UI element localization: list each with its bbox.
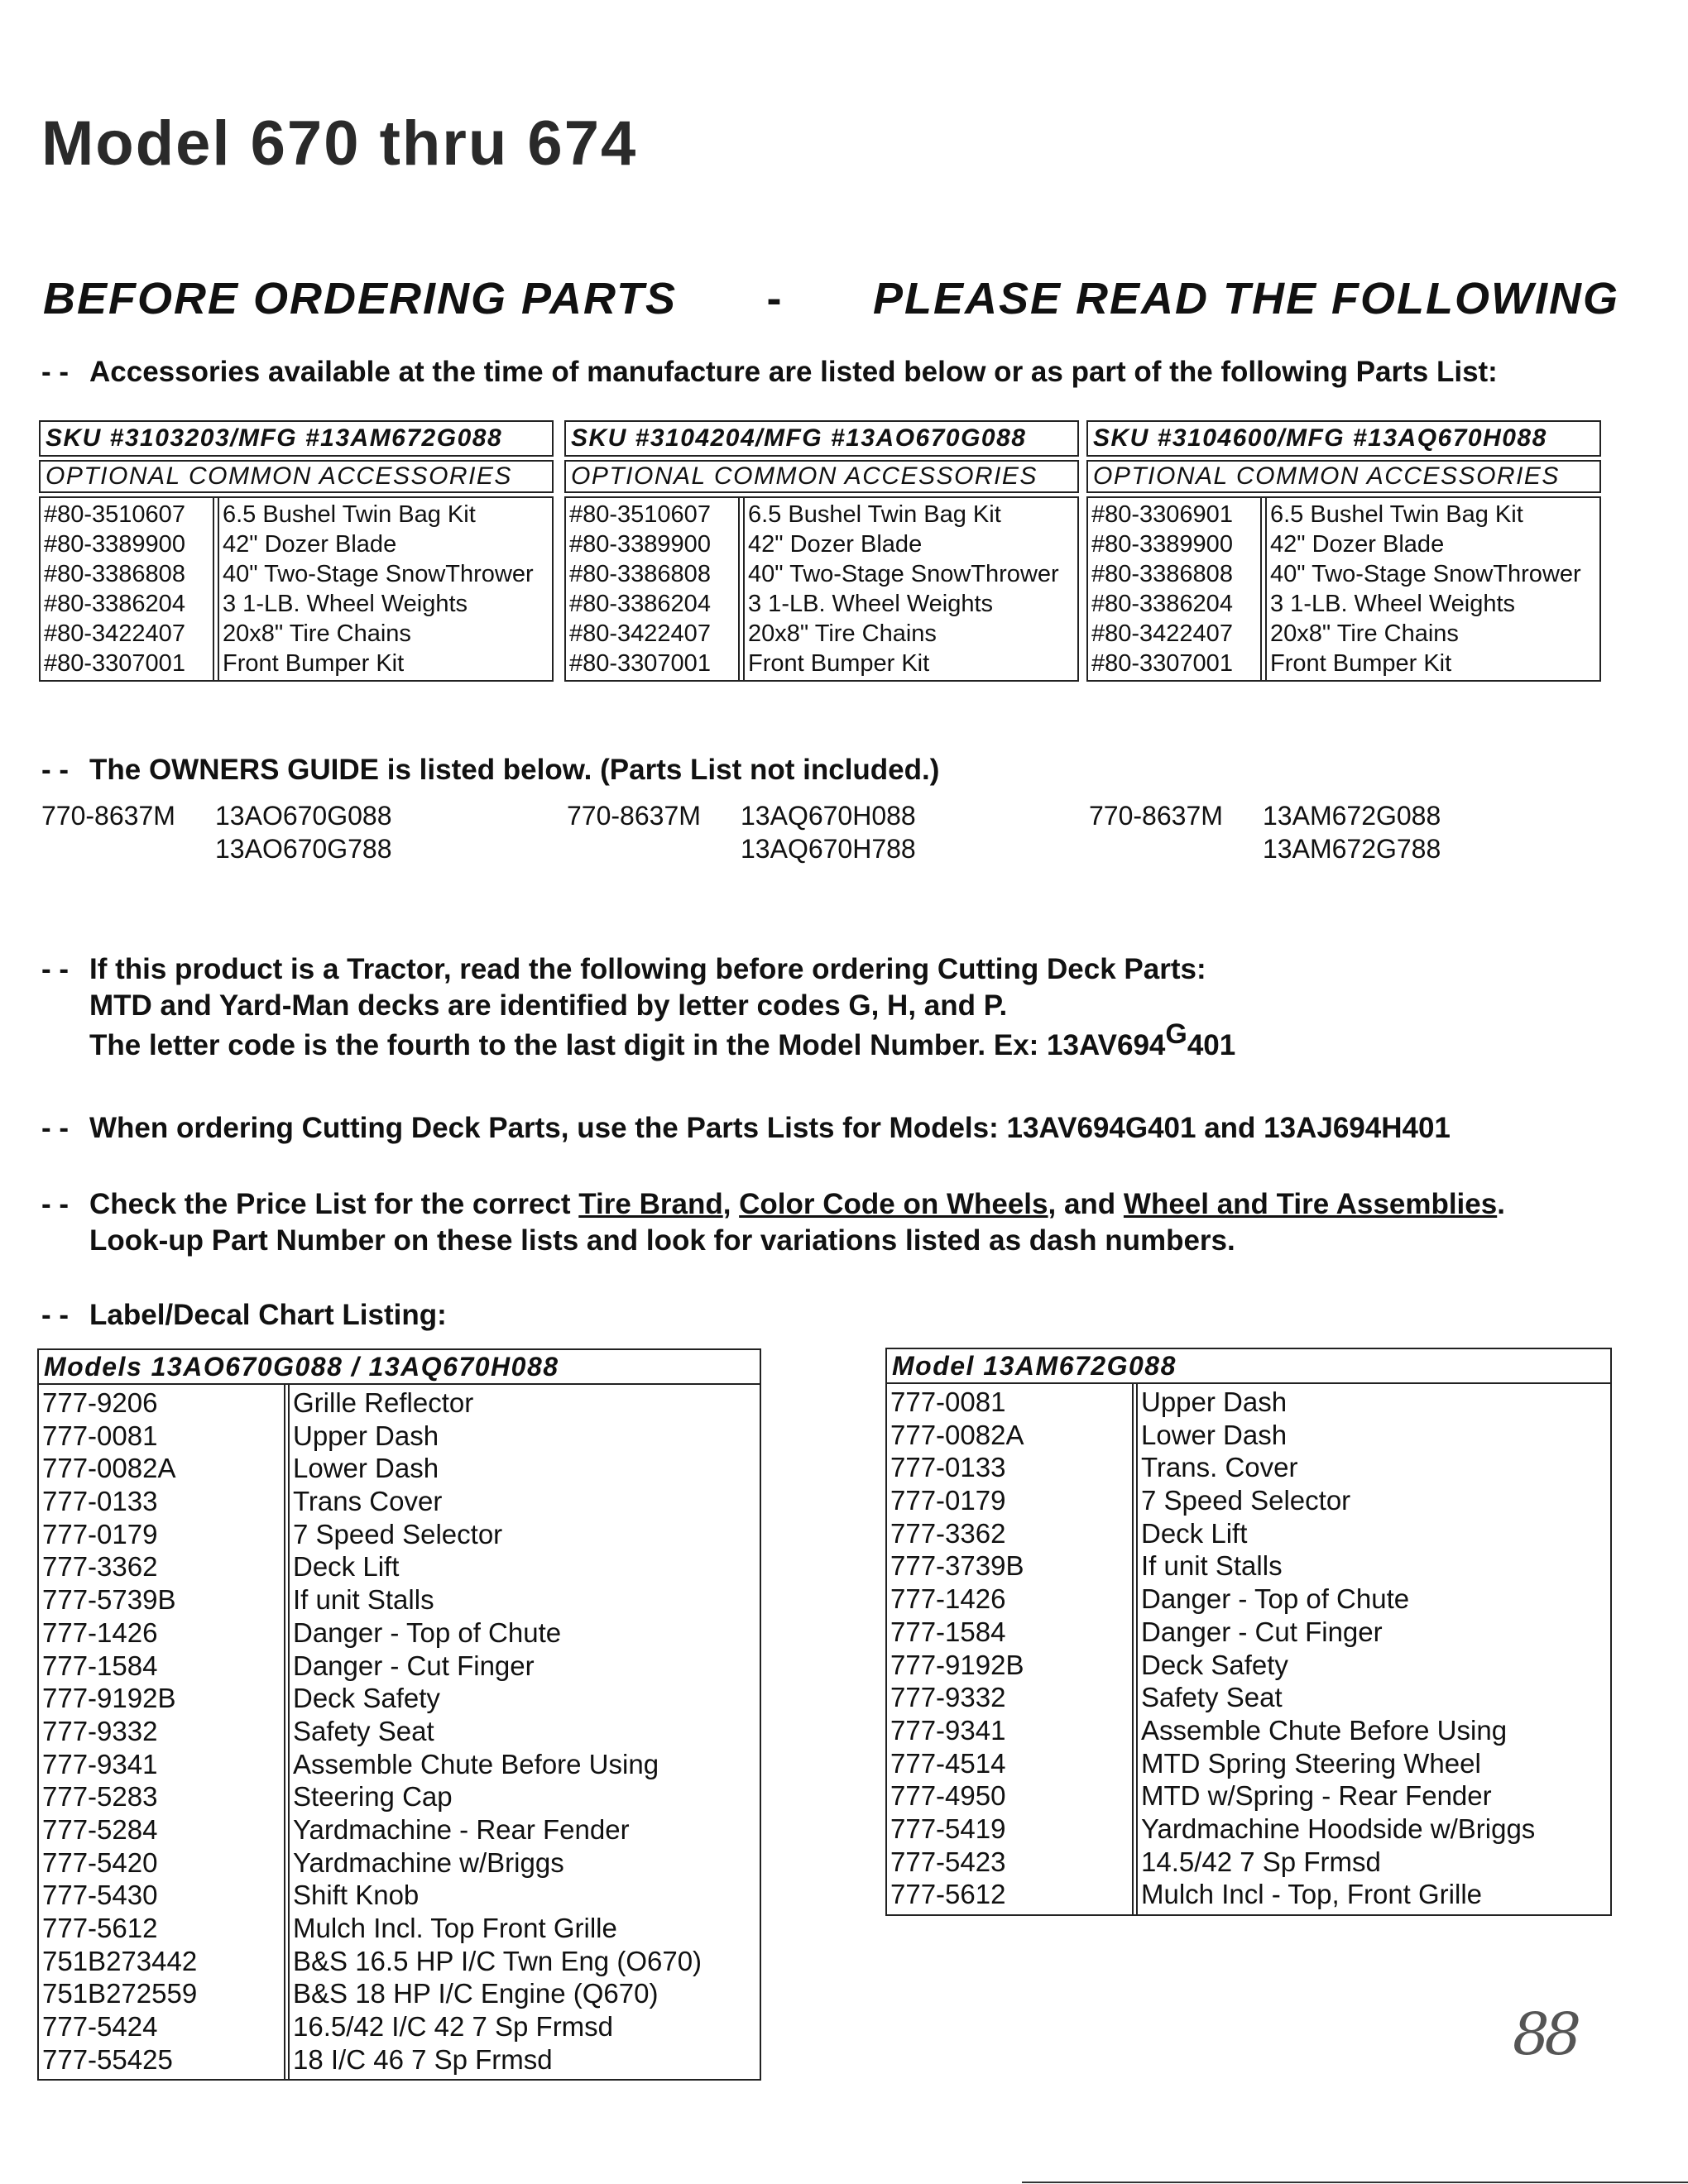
- part-description: 20x8" Tire Chains: [748, 620, 937, 647]
- guide-number: 770-8637M: [41, 801, 175, 831]
- decal-table-title: Models 13AO670G088 / 13AQ670H088: [37, 1348, 761, 1385]
- part-number: #80-3386808: [1091, 561, 1233, 587]
- part-description: 20x8" Tire Chains: [1270, 620, 1459, 647]
- decal-description: Yardmachine Hoodside w/Briggs: [1141, 1813, 1536, 1844]
- decal-description: Shift Knob: [293, 1880, 420, 1911]
- accessories-subtitle: OPTIONAL COMMON ACCESSORIES: [564, 460, 1079, 493]
- decal-table-body: [885, 1384, 1612, 1916]
- decal-description: Safety Seat: [1141, 1682, 1283, 1713]
- decal-part-number: 777-9341: [42, 1748, 158, 1779]
- part-number: #80-3386204: [1091, 591, 1233, 617]
- note-label-chart-text: Label/Decal Chart Listing:: [89, 1299, 447, 1331]
- part-description: 6.5 Bushel Twin Bag Kit: [748, 501, 1001, 528]
- part-description: Front Bumper Kit: [1270, 650, 1452, 677]
- decal-description: Danger - Cut Finger: [293, 1650, 535, 1681]
- wheel-tire-link: Wheel and Tire Assemblies: [1123, 1188, 1498, 1220]
- decal-description: Deck Safety: [1141, 1649, 1288, 1680]
- decal-part-number: 777-0081: [890, 1387, 1006, 1417]
- decal-part-number: 777-0082A: [42, 1453, 176, 1484]
- model-example-prefix: The letter code is the fourth to the last digit in the Model Number. Ex: 13AV694: [89, 1029, 1166, 1061]
- part-number: #80-3422407: [569, 620, 711, 647]
- note-dash: - -: [41, 1112, 70, 1144]
- decal-part-number: 777-9206: [42, 1387, 158, 1418]
- page-title: Model 670 thru 674: [41, 108, 638, 179]
- decal-part-number: 777-5423: [890, 1846, 1006, 1877]
- accessory-list: [39, 496, 554, 682]
- part-number: #80-3306901: [1091, 501, 1233, 528]
- decal-part-number: 777-9332: [890, 1682, 1006, 1713]
- decal-table-title: Model 13AM672G088: [885, 1348, 1612, 1384]
- decal-description: Mulch Incl - Top, Front Grille: [1141, 1879, 1483, 1910]
- decal-description: Danger - Top of Chute: [1141, 1583, 1410, 1615]
- sku-header: SKU #3104204/MFG #13AO670G088: [564, 420, 1079, 457]
- note-dash: - -: [41, 1188, 70, 1220]
- part-description: 40" Two-Stage SnowThrower: [748, 561, 1059, 587]
- decal-part-number: 777-0133: [42, 1486, 158, 1517]
- decal-part-number: 751B272559: [42, 1978, 198, 2009]
- note-accessories-text: Accessories available at the time of manufacture are listed below or as part of the following Parts List:: [89, 356, 1498, 388]
- note-accessories: [41, 354, 1498, 390]
- part-number: #80-3510607: [569, 501, 711, 528]
- decal-part-number: 777-5612: [890, 1879, 1006, 1910]
- decal-table: [37, 1348, 761, 2081]
- decal-part-number: 777-5424: [42, 2011, 158, 2043]
- decal-description: 14.5/42 7 Sp Frmsd: [1141, 1846, 1381, 1877]
- note-dash: - -: [41, 754, 70, 786]
- sku-header: SKU #3104600/MFG #13AQ670H088: [1086, 420, 1601, 457]
- part-number: #80-3422407: [44, 620, 185, 647]
- price-text: Check the Price List for the correct: [89, 1188, 579, 1220]
- decal-description: Grille Reflector: [293, 1387, 474, 1418]
- decal-part-number: 777-5420: [42, 1846, 158, 1878]
- decal-description: Lower Dash: [1141, 1419, 1288, 1450]
- decal-part-number: 777-9341: [890, 1714, 1006, 1746]
- decal-description: Upper Dash: [1141, 1387, 1288, 1417]
- decal-part-number: 777-4950: [890, 1780, 1006, 1812]
- part-number: #80-3307001: [44, 650, 185, 677]
- part-number: #80-3389900: [569, 531, 711, 558]
- part-description: 42" Dozer Blade: [1270, 531, 1445, 558]
- decal-part-number: 777-5612: [42, 1913, 158, 1943]
- decal-description: Assemble Chute Before Using: [293, 1748, 659, 1779]
- page-number: 88: [1513, 2000, 1577, 2068]
- decal-description: Deck Safety: [293, 1683, 440, 1714]
- decal-description: Yardmachine w/Briggs: [293, 1846, 564, 1878]
- note-dash: - -: [41, 953, 70, 985]
- part-number: #80-3389900: [1091, 531, 1233, 558]
- decal-part-number: 777-5419: [890, 1813, 1006, 1844]
- note-owners-guide: [41, 752, 939, 788]
- part-number-column: [41, 498, 214, 680]
- part-description: 3 1-LB. Wheel Weights: [748, 591, 994, 617]
- decal-part-number: 777-0179: [42, 1518, 158, 1549]
- decal-description: Trans. Cover: [1141, 1452, 1298, 1483]
- guide-model: 13AQ670H088: [741, 801, 916, 831]
- decal-description: 16.5/42 I/C 42 7 Sp Frmsd: [293, 2011, 614, 2043]
- part-number: #80-3510607: [44, 501, 185, 528]
- guide-model: 13AQ670H788: [741, 834, 916, 864]
- part-description: 3 1-LB. Wheel Weights: [223, 591, 468, 617]
- note-owners-guide-text: The OWNERS GUIDE is listed below. (Parts List not included.): [89, 754, 940, 786]
- note-label-chart: [41, 1297, 447, 1334]
- decal-part-number: 777-0133: [890, 1452, 1006, 1483]
- note-dash: - -: [41, 356, 70, 388]
- decal-part-number: 777-9192B: [890, 1649, 1024, 1680]
- decal-part-number: 777-3739B: [890, 1550, 1024, 1582]
- decal-part-number: 777-9332: [42, 1715, 158, 1746]
- decal-description: Deck Lift: [293, 1551, 400, 1583]
- price-end: .: [1497, 1188, 1505, 1220]
- decal-part-number: 777-5284: [42, 1813, 158, 1845]
- decal-description-column: [1136, 1384, 1610, 1914]
- guide-model: 13AO670G088: [215, 801, 392, 831]
- part-description: 6.5 Bushel Twin Bag Kit: [1270, 501, 1523, 528]
- note-tractor-line3: [41, 1018, 1236, 1064]
- decal-part-number: 751B273442: [42, 1945, 198, 1976]
- part-description: 20x8" Tire Chains: [223, 620, 411, 647]
- decal-description: Mulch Incl. Top Front Grille: [293, 1913, 617, 1943]
- part-number: #80-3307001: [569, 650, 711, 677]
- decal-description: 18 I/C 46 7 Sp Frmsd: [293, 2043, 553, 2075]
- part-number: #80-3386204: [44, 591, 185, 617]
- description-column: [218, 498, 552, 680]
- price-sep: , and: [1048, 1188, 1124, 1220]
- decal-description: MTD Spring Steering Wheel: [1141, 1747, 1481, 1779]
- decal-part-number: 777-0081: [42, 1420, 158, 1451]
- accessory-list: [1086, 496, 1601, 682]
- decal-part-number: 777-3362: [42, 1551, 158, 1583]
- accessory-list: [564, 496, 1079, 682]
- guide-model: 13AM672G788: [1263, 834, 1441, 864]
- color-code-link: Color Code on Wheels: [739, 1188, 1048, 1220]
- part-description: 42" Dozer Blade: [748, 531, 923, 558]
- description-column: [1265, 498, 1599, 680]
- decal-description: Danger - Cut Finger: [1141, 1616, 1383, 1647]
- decal-part-number: 777-3362: [890, 1517, 1006, 1549]
- decal-part-number: 777-4514: [890, 1747, 1006, 1779]
- decal-description: 7 Speed Selector: [1141, 1485, 1351, 1516]
- decal-description: If unit Stalls: [1141, 1550, 1283, 1582]
- model-example-suffix: 401: [1187, 1029, 1236, 1061]
- decal-description: Upper Dash: [293, 1420, 439, 1451]
- accessory-box: [39, 420, 554, 682]
- part-number: #80-3389900: [44, 531, 185, 558]
- decal-description: Steering Cap: [293, 1781, 453, 1813]
- decal-description: Deck Lift: [1141, 1517, 1248, 1549]
- decal-part-number: 777-1584: [42, 1650, 158, 1681]
- description-column: [743, 498, 1077, 680]
- part-number: #80-3386808: [44, 561, 185, 587]
- decal-part-number: 777-55425: [42, 2043, 173, 2075]
- banner-right: PLEASE READ THE FOLLOWING: [872, 274, 1619, 323]
- note-price-line2: Look-up Part Number on these lists and look for variations listed as dash numbers.: [89, 1224, 1235, 1257]
- decal-part-number: 777-1584: [890, 1616, 1006, 1647]
- part-description: 6.5 Bushel Twin Bag Kit: [223, 501, 476, 528]
- banner-dash: -: [766, 274, 784, 323]
- decal-part-number: 777-5430: [42, 1880, 158, 1911]
- decal-part-number: 777-0179: [890, 1485, 1006, 1516]
- decal-table-body: [37, 1385, 761, 2081]
- tire-brand-link: Tire Brand: [578, 1188, 723, 1220]
- part-description: 3 1-LB. Wheel Weights: [1270, 591, 1516, 617]
- decal-part-number: 777-9192B: [42, 1683, 176, 1714]
- accessories-subtitle: OPTIONAL COMMON ACCESSORIES: [1086, 460, 1601, 493]
- note-dash: - -: [41, 1299, 70, 1331]
- part-description: Front Bumper Kit: [748, 650, 930, 677]
- decal-description: Assemble Chute Before Using: [1141, 1714, 1508, 1746]
- guide-model: 13AO670G788: [215, 834, 392, 864]
- accessory-box: [564, 420, 1079, 682]
- letter-code: G: [1165, 1018, 1187, 1050]
- decal-description: B&S 18 HP I/C Engine (Q670): [293, 1978, 659, 2009]
- decal-part-number: 777-5283: [42, 1781, 158, 1813]
- note-tractor-line1: If this product is a Tractor, read the following before ordering Cutting Deck Parts:: [89, 953, 1206, 985]
- part-number-column: [566, 498, 740, 680]
- note-cutting-deck: [41, 1110, 1451, 1147]
- accessories-subtitle: OPTIONAL COMMON ACCESSORIES: [39, 460, 554, 493]
- decal-description: Danger - Top of Chute: [293, 1616, 562, 1648]
- guide-models: [1263, 799, 1441, 865]
- part-number: #80-3386204: [569, 591, 711, 617]
- note-tractor-line2: MTD and Yard-Man decks are identified by letter codes G, H, and P.: [89, 989, 1008, 1022]
- guide-model: 13AM672G088: [1263, 801, 1441, 831]
- ordering-banner: [43, 273, 1619, 324]
- decal-part-number: 777-5739B: [42, 1584, 176, 1616]
- note-tractor: [41, 951, 1235, 1064]
- decal-part-column: [39, 1385, 285, 2079]
- sku-header: SKU #3103203/MFG #13AM672G088: [39, 420, 554, 457]
- decal-description: Trans Cover: [293, 1486, 443, 1517]
- accessory-box: [1086, 420, 1601, 682]
- price-sep: ,: [722, 1188, 740, 1220]
- footer-rule: [1022, 2182, 1688, 2183]
- part-description: 40" Two-Stage SnowThrower: [1270, 561, 1581, 587]
- banner-left: BEFORE ORDERING PARTS: [43, 274, 678, 323]
- guide-number: 770-8637M: [567, 801, 701, 831]
- decal-description: Safety Seat: [293, 1715, 434, 1746]
- part-number: #80-3307001: [1091, 650, 1233, 677]
- part-description: 42" Dozer Blade: [223, 531, 397, 558]
- decal-part-column: [887, 1384, 1134, 1914]
- decal-description: MTD w/Spring - Rear Fender: [1141, 1780, 1492, 1812]
- decal-part-number: 777-1426: [890, 1583, 1006, 1615]
- part-description: Front Bumper Kit: [223, 650, 405, 677]
- decal-description: Lower Dash: [293, 1453, 439, 1484]
- part-number-column: [1088, 498, 1262, 680]
- decal-description-column: [288, 1385, 760, 2079]
- decal-description: Yardmachine - Rear Fender: [293, 1813, 630, 1845]
- decal-table: [885, 1348, 1612, 1916]
- decal-description: 7 Speed Selector: [293, 1518, 503, 1549]
- decal-part-number: 777-1426: [42, 1616, 158, 1648]
- guide-models: [215, 799, 392, 865]
- part-description: 40" Two-Stage SnowThrower: [223, 561, 534, 587]
- guide-models: [741, 799, 916, 865]
- part-number: #80-3422407: [1091, 620, 1233, 647]
- guide-number: 770-8637M: [1089, 801, 1223, 831]
- part-number: #80-3386808: [569, 561, 711, 587]
- note-price-list: [41, 1186, 1505, 1259]
- note-cutting-deck-text: When ordering Cutting Deck Parts, use the Parts Lists for Models: 13AV694G401 and 13AJ694H401: [89, 1112, 1451, 1144]
- decal-description: B&S 16.5 HP I/C Twn Eng (O670): [293, 1945, 703, 1976]
- decal-part-number: 777-0082A: [890, 1419, 1024, 1450]
- decal-description: If unit Stalls: [293, 1584, 434, 1616]
